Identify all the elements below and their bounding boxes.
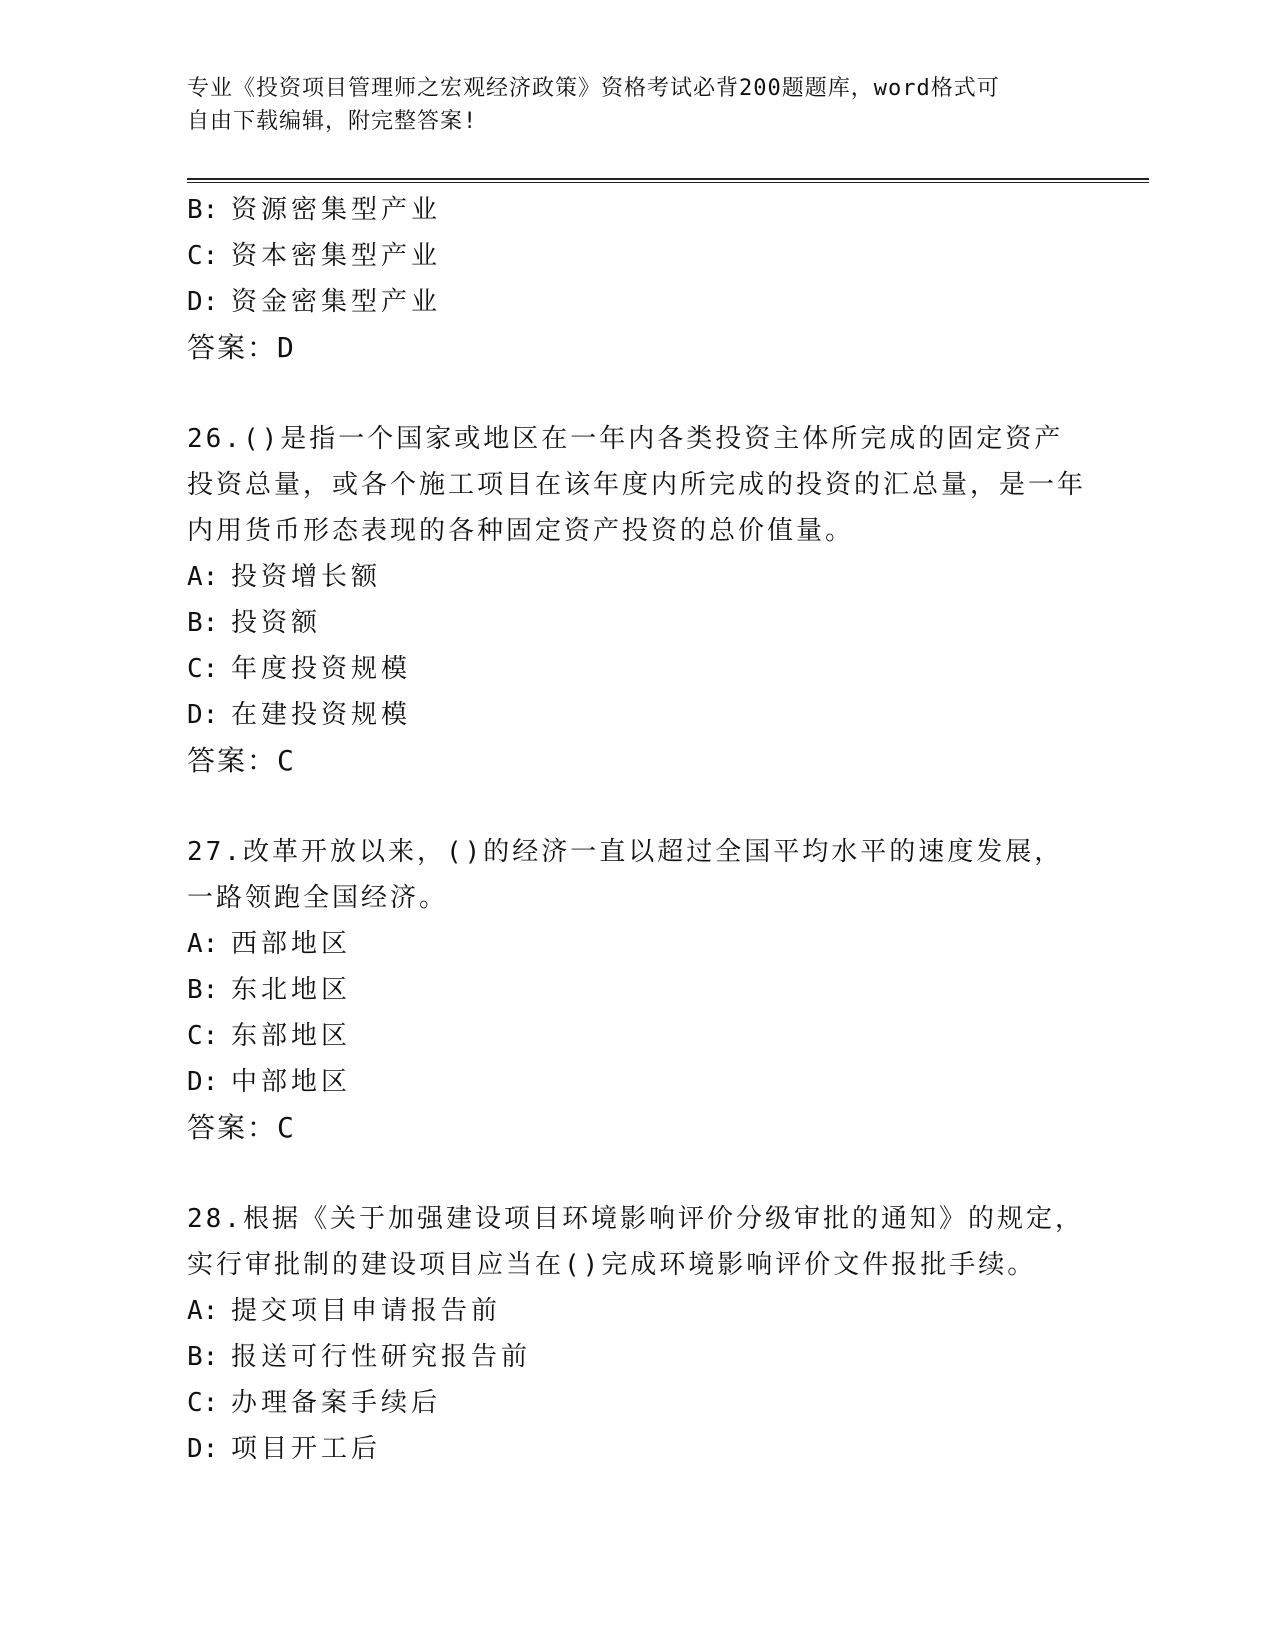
option-label: C: xyxy=(187,654,219,684)
option-label: B: xyxy=(187,975,219,1005)
option-d xyxy=(187,279,1087,325)
option-label: D: xyxy=(187,1067,219,1097)
option-text: 东北地区 xyxy=(231,975,352,1005)
option-c xyxy=(187,1380,1087,1426)
page-header xyxy=(187,72,1087,138)
option-a xyxy=(187,554,1087,600)
question-block-28 xyxy=(187,1196,1087,1472)
option-label: A: xyxy=(187,929,219,959)
option-d xyxy=(187,1059,1087,1105)
option-label: D: xyxy=(187,700,219,730)
option-label: C: xyxy=(187,241,219,271)
header-line-2: 自由下载编辑，附完整答案! xyxy=(187,109,478,134)
answer-line: 答案：D xyxy=(187,331,296,364)
option-b xyxy=(187,187,1087,233)
header-line-1: 专业《投资项目管理师之宏观经济政策》资格考试必背200题题库，word格式可 xyxy=(187,76,1000,101)
option-label: C: xyxy=(187,1021,219,1051)
option-text: 投资额 xyxy=(231,608,322,638)
question-stem: 27.改革开放以来，()的经济一直以超过全国平均水平的速度发展，一路领跑全国经济。 xyxy=(187,837,1064,913)
option-label: B: xyxy=(187,195,219,225)
option-text: 报送可行性研究报告前 xyxy=(231,1342,532,1372)
answer-line: 答案：C xyxy=(187,1111,296,1144)
option-text: 资本密集型产业 xyxy=(231,241,442,271)
option-text: 西部地区 xyxy=(231,929,352,959)
option-c xyxy=(187,646,1087,692)
option-text: 资金密集型产业 xyxy=(231,287,442,317)
option-label: A: xyxy=(187,1296,219,1326)
option-b xyxy=(187,600,1087,646)
answer-line: 答案：C xyxy=(187,744,296,777)
option-a xyxy=(187,1288,1087,1334)
option-text: 东部地区 xyxy=(231,1021,352,1051)
option-label: D: xyxy=(187,1434,219,1464)
option-text: 办理备案手续后 xyxy=(231,1388,442,1418)
question-stem: 26.()是指一个国家或地区在一年内各类投资主体所完成的固定资产投资总量，或各个施工项目在该年度内所完成的投资的汇总量，是一年内用货币形态表现的各种固定资产投资的总价值量。 xyxy=(187,424,1087,546)
option-b xyxy=(187,1334,1087,1380)
question-list xyxy=(187,187,1087,1472)
option-text: 投资增长额 xyxy=(231,562,382,592)
option-label: A: xyxy=(187,562,219,592)
option-d xyxy=(187,692,1087,738)
option-label: D: xyxy=(187,287,219,317)
option-a xyxy=(187,921,1087,967)
option-c xyxy=(187,1013,1087,1059)
option-label: B: xyxy=(187,608,219,638)
question-block-25 xyxy=(187,187,1087,371)
option-b xyxy=(187,967,1087,1013)
option-text: 资源密集型产业 xyxy=(231,195,442,225)
option-label: C: xyxy=(187,1388,219,1418)
question-block-27 xyxy=(187,829,1087,1151)
option-c xyxy=(187,233,1087,279)
option-label: B: xyxy=(187,1342,219,1372)
header-divider xyxy=(187,178,1149,183)
option-text: 提交项目申请报告前 xyxy=(231,1296,502,1326)
question-block-26 xyxy=(187,416,1087,784)
option-d xyxy=(187,1426,1087,1472)
option-text: 项目开工后 xyxy=(231,1434,382,1464)
option-text: 年度投资规模 xyxy=(231,654,412,684)
question-stem: 28.根据《关于加强建设项目环境影响评价分级审批的通知》的规定，实行审批制的建设项目应当在()完成环境影响评价文件报批手续。 xyxy=(187,1204,1084,1280)
option-text: 中部地区 xyxy=(231,1067,352,1097)
option-text: 在建投资规模 xyxy=(231,700,412,730)
